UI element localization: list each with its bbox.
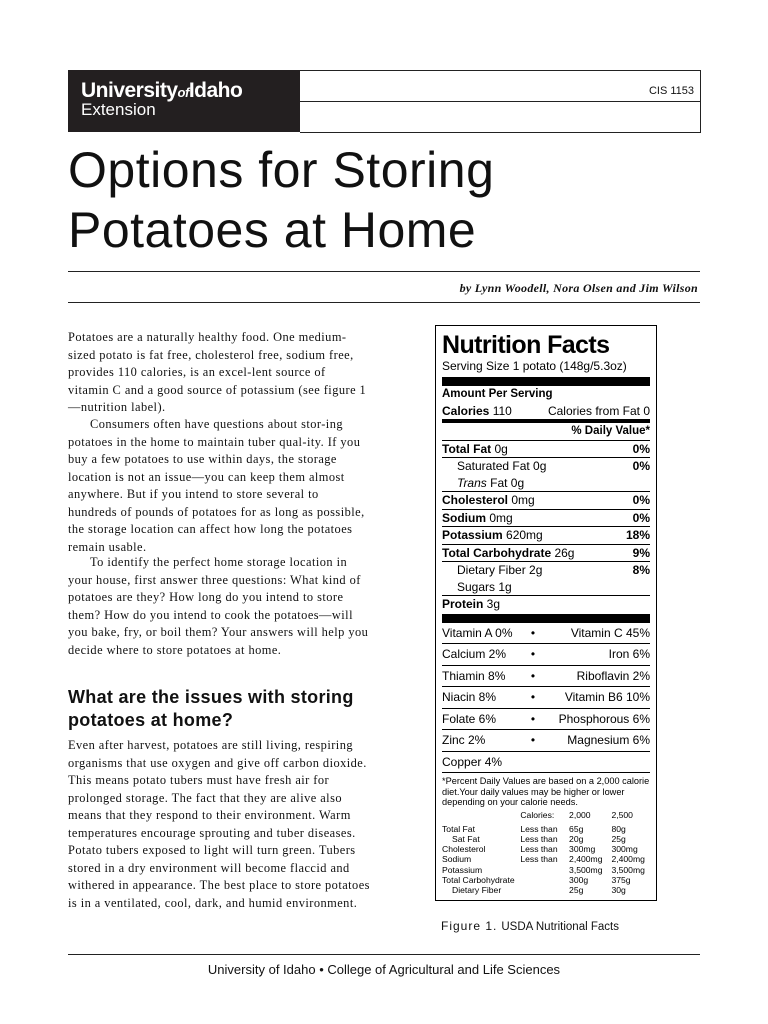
table-row: Dietary Fiber 25g 30g [452, 884, 626, 895]
paragraph-consumers: Consumers often have questions about stor-ing potatoes in the home to maintain tuber qual-ity. If you buy a few potatoes to use within days, the storage location is not an issue—you can keep them almost anywhere. But if you intend to store several to hundreds of pounds of potatoes for as long as possible, the storage location can affect how long the potatoes remain usable. [68, 417, 365, 554]
vitamin-row: Folate 6% • Phosphorous 6% [442, 711, 650, 726]
paragraph-intro: Potatoes are a naturally healthy food. One medium-sized potato is fat free, cholesterol free, sodium free, provides 110 calories, is an excel-lent source of vitamin C and a good source of potassium (see figure 1—nutrition label). [68, 330, 367, 414]
nutrient-row: Cholesterol 0mg 0% [442, 493, 650, 507]
thick-divider-2 [442, 614, 650, 623]
vitamin-row: Zinc 2% • Magnesium 6% [442, 733, 650, 747]
table-row: Total Fat Less than 65g 80g [442, 823, 626, 834]
nutrition-title: Nutrition Facts [442, 331, 610, 359]
nutrient-row: Protein 3g [442, 597, 501, 611]
thick-divider [442, 377, 650, 386]
nutrient-row: Total Carbohydrate 26g 9% [442, 545, 650, 560]
table-row: Calories: 2,000 2,500 [520, 809, 633, 820]
figure-caption-text: USDA Nutritional Facts [501, 921, 619, 933]
table-row: Potassium 3,500mg 3,500mg [442, 864, 645, 875]
nutrient-rows [442, 441, 650, 613]
vitamin-row: Thiamin 8% • Riboflavin 2% [442, 668, 650, 683]
daily-values-footnote: *Percent Daily Values are based on a 2,000 calorie diet.Your daily values may be higher or lower depending on your calorie needs. [442, 776, 650, 807]
logo-wordmark: UniversityofIdaho [81, 79, 243, 102]
nutrient-row: Trans Fat 0g [457, 475, 525, 490]
university-logo [68, 70, 300, 132]
vitamin-row: Calcium 2% • Iron 6% [442, 647, 650, 661]
calories-row: Calories 110 Calories from Fat 0 [442, 403, 650, 418]
doc-code: CIS 1153 [648, 85, 694, 97]
vitamin-rows [442, 623, 650, 773]
vitamin-row: Copper 4% [442, 754, 503, 769]
nutrient-row: Dietary Fiber 2g 8% [457, 563, 650, 577]
vitamin-row: Niacin 8% • Vitamin B6 10% [442, 690, 650, 704]
serving-size: Serving Size 1 potato (148g/5.3oz) [442, 359, 627, 373]
table-row: Cholesterol Less than 300mg 300mg [442, 844, 638, 855]
nutrient-row: Sodium 0mg 0% [442, 510, 650, 525]
title-line-1: Options for Storing [68, 142, 495, 198]
logo-extension: Extension [81, 100, 156, 119]
byline-rule [68, 302, 700, 303]
title-line-2: Potatoes at Home [68, 202, 477, 258]
table-row: Sodium Less than 2,400mg 2,400mg [442, 854, 645, 865]
daily-value-header: % Daily Value* [571, 425, 650, 437]
page-title [68, 140, 494, 260]
amount-per-serving: Amount Per Serving [442, 388, 553, 400]
nutrient-row: Potassium 620mg 18% [442, 528, 650, 542]
nutrient-row: Saturated Fat 0g 0% [457, 459, 650, 473]
paragraph-identify: To identify the perfect home storage location in your house, first answer three questions: What kind of potatoes are they? How long do you intend to store them? How do you intend to cook the potatoes—will you bake, fry, or boil them? Your answers will help you decide where to store potatoes at home. [68, 555, 369, 657]
page-footer: University of Idaho • College of Agricultural and Life Sciences [207, 962, 561, 977]
title-rule [68, 271, 700, 272]
section-heading: What are the issues with storing potatoes at home? [68, 687, 354, 730]
figure-number: Figure 1. [441, 919, 498, 933]
nutrition-facts-label [435, 325, 657, 901]
footer-rule [68, 954, 700, 955]
vitamin-row: Vitamin A 0% • Vitamin C 45% [442, 625, 650, 640]
paragraph-issues: Even after harvest, potatoes are still living, respiring organisms that use oxygen and give off carbon dioxide. This means potato tubers must have fresh air for prolonged storage. The fact that they are alive also means that they respond to their environment. Warm temperatures encourage sprouting and tuber diseases. Potato tubers exposed to light will turn green. Tubers stored in a dry environment will become flaccid and withered in appearance. The best place to store potatoes is in a ventilated, cool, dark, and humid environment. [68, 738, 370, 910]
byline: by Lynn Woodell, Nora Olsen and Jim Wilson [459, 281, 698, 295]
nutrient-row: Sugars 1g [457, 579, 512, 594]
daily-values-table [442, 810, 650, 896]
figure-caption [441, 919, 619, 933]
table-row: Total Carbohydrate 300g 375g [442, 874, 631, 885]
header-divider [300, 101, 700, 102]
nutrient-row: Total Fat 0g 0% [442, 441, 650, 456]
table-row: Sat Fat Less than 20g 25g [452, 833, 626, 844]
